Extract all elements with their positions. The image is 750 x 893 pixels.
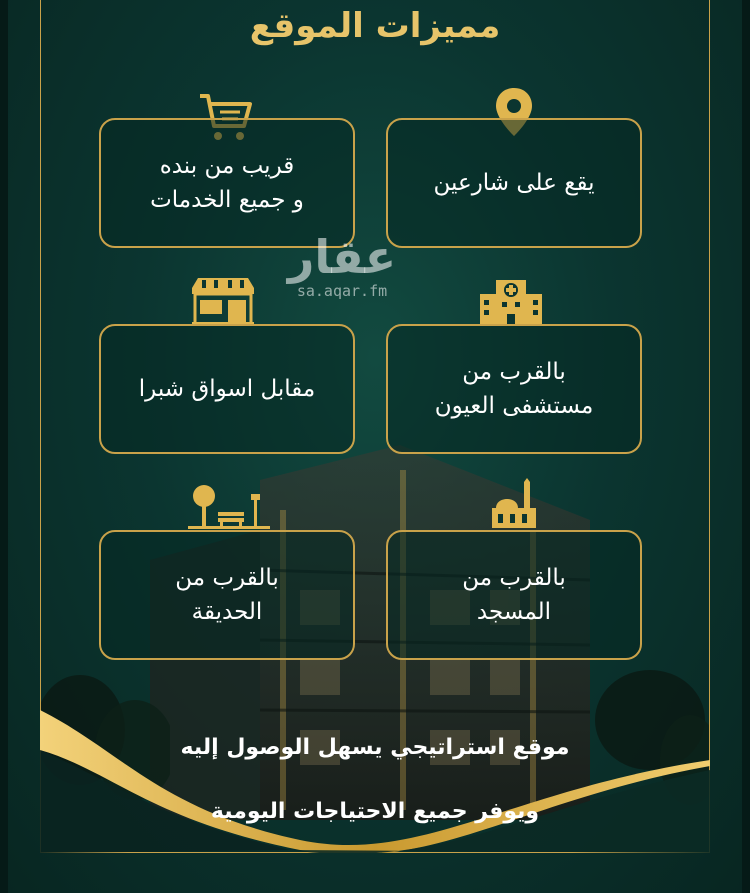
feature-card-near-hospital [386, 324, 642, 454]
feature-text: قريب من بنده و جميع الخدمات [150, 153, 304, 213]
mosque-icon [490, 478, 538, 530]
feature-text: بالقرب من المسجد [462, 565, 566, 625]
storefront-icon [190, 276, 256, 326]
feature-card-opposite-markets [99, 324, 355, 454]
feature-text: يقع على شارعين [433, 170, 595, 196]
feature-text: بالقرب من الحديقة [175, 565, 279, 625]
feature-card-near-panda [99, 118, 355, 248]
hospital-icon [478, 276, 544, 328]
page-title: مميزات الموقع [249, 6, 501, 46]
footer-line-1: موقع استراتيجي يسهل الوصول إليه [180, 735, 570, 760]
footer-line-2: ويوفر جميع الاحتياجات اليومية [210, 799, 540, 824]
feature-card-near-mosque [386, 530, 642, 660]
feature-text: مقابل اسواق شبرا [138, 376, 316, 402]
watermark [282, 232, 402, 300]
park-icon [188, 484, 270, 530]
footer-text [0, 700, 750, 860]
feature-card-two-streets [386, 118, 642, 248]
feature-card-near-park [99, 530, 355, 660]
watermark-brand: عقار [287, 230, 397, 284]
watermark-url: sa.aqar.fm [296, 282, 388, 300]
feature-text: بالقرب من مستشفى العيون [434, 359, 594, 419]
